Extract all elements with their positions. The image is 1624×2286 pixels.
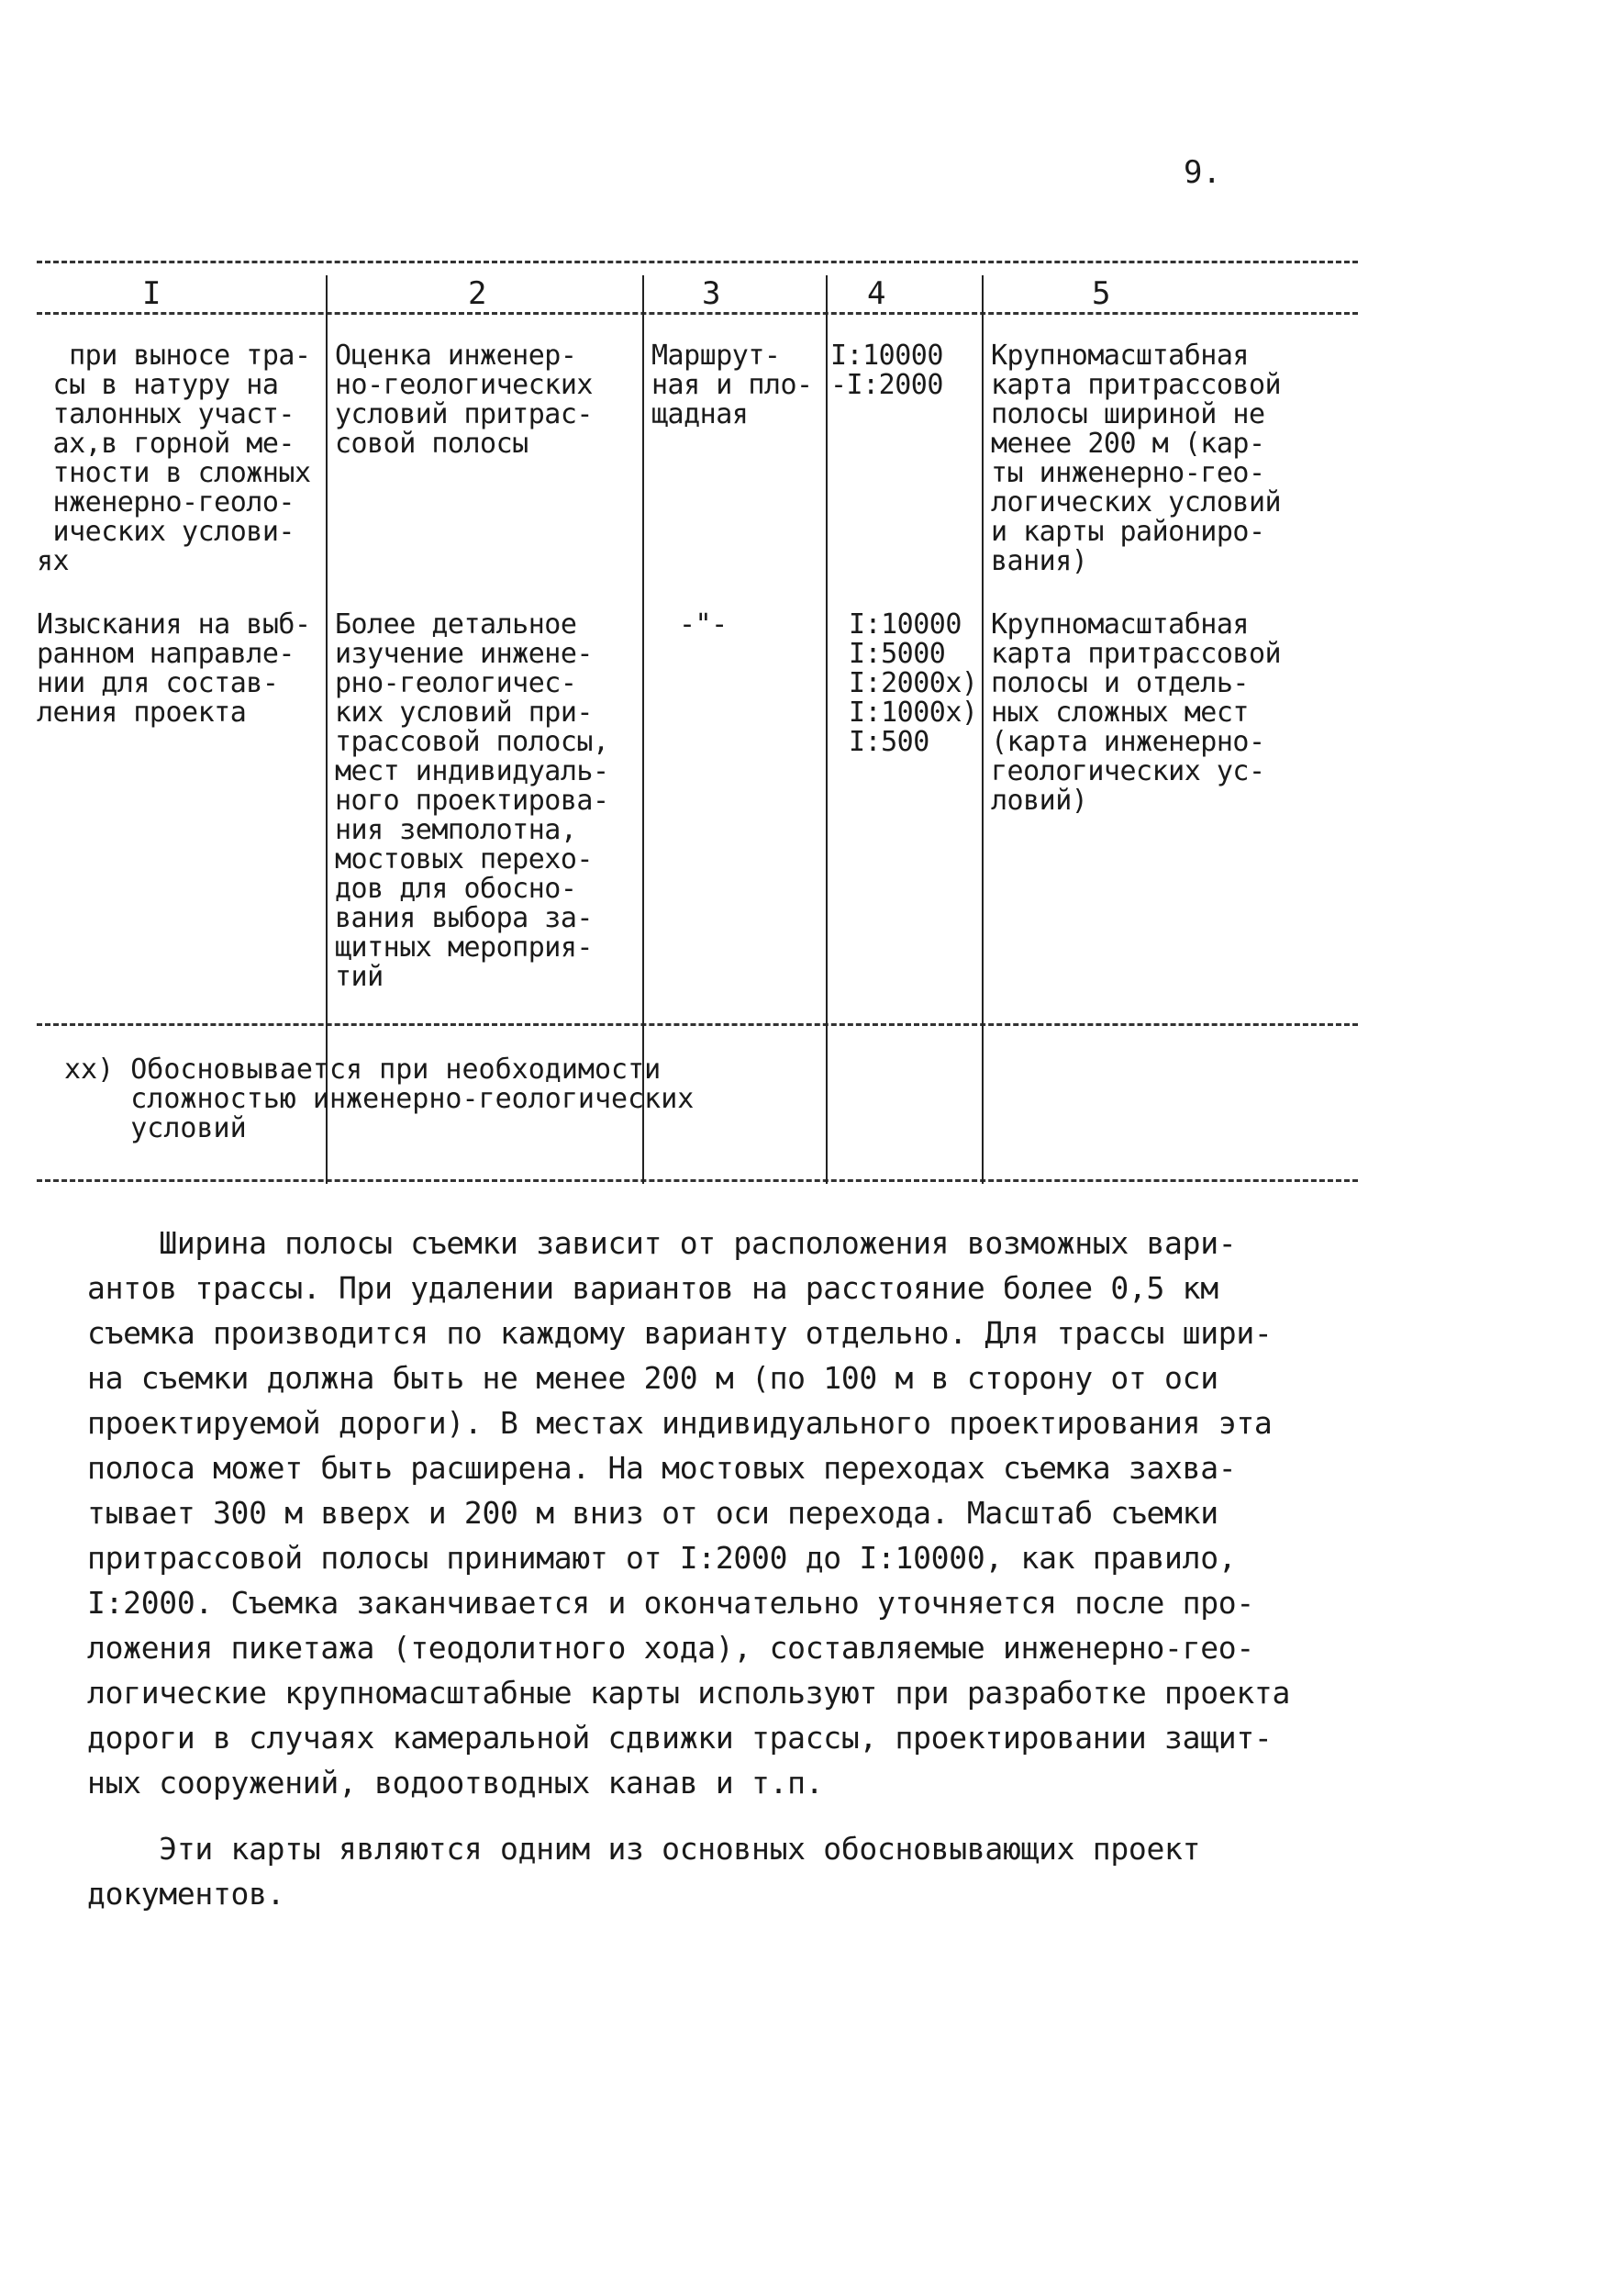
row2-method-cell: -"- <box>679 608 728 641</box>
column-number-5: 5 <box>1092 275 1111 312</box>
column-number-2: 2 <box>468 275 487 312</box>
table-body-end-rule <box>37 1023 1358 1026</box>
row1-stage-cell: при выносе тра- сы в натуру на талонных участ- ах,в горной ме- тности в сложных нженерно-геоло- ических услови- ях <box>37 340 311 577</box>
table-top-rule <box>37 261 1358 263</box>
page-number: 9. <box>1184 154 1221 191</box>
table-footnote: хх) Обосновывается при необходимости сложностью инженерно-геологических условий <box>64 1054 695 1144</box>
column-divider-2 <box>642 275 644 1184</box>
body-paragraph-1: Ширина полосы съемки зависит от расположения возможных вари- антов трассы. При удалении вариантов на расстояние более 0,5 км съемка производится по каждому варианту отдельно. Для трассы шири- на съемки должна быть не менее 200 м (по 100 м в сторону от оси проектируемой дороги). В местах индивидуального проектирования эта полоса может быть расширена. На мостовых переходах съемка захва- тывает 300 м вверх и 200 м вниз от оси перехода. Масштаб съемки притрассовой полосы принимают от I:2000 до I:10000, как правило, I:2000. Съемка заканчивается и окончательно уточняется после про- ложения пикетажа (теодолитного хода), составляемые инженерно-гео- логические крупномасштабные карты используют при разработке проекта дороги в случаях камеральной сдвижки трассы, проектировании защит- ных сооружений, водоотводных канав и т.п. <box>87 1225 1291 1801</box>
row2-result-cell: Крупномасштабная карта притрассовой полосы и отдель- ных сложных мест (карта инженерно- геологических ус- ловий) <box>991 608 1282 817</box>
row2-scale-cell: I:10000 I:5000 I:2000x) I:1000x) I:500 <box>849 608 978 758</box>
column-number-1: I <box>142 275 161 312</box>
column-divider-4 <box>982 275 984 1184</box>
row1-result-cell: Крупномасштабная карта притрассовой полосы шириной не менее 200 м (кар- ты инженерно-гео- логических условий и карты райониро- вания) <box>991 340 1282 577</box>
table-header-rule <box>37 312 1358 315</box>
row2-stage-cell: Изыскания на выб- ранном направле- нии для состав- ления проекта <box>37 608 311 729</box>
column-divider-1 <box>326 275 328 1184</box>
body-paragraph-2: Эти карты являются одним из основных обосновывающих проект документов. <box>87 1831 1201 1912</box>
row1-scale-cell: I:10000 -I:2000 <box>830 340 943 401</box>
row2-task-cell: Более детальное изучение инжене- рно-геологичес- ких условий при- трассовой полосы, мест индивидуаль- ного проектирова- ния земполотна, мостовых перехо- дов для обосно- вания выбора за- щитных мероприя- тий <box>335 608 609 993</box>
column-number-3: 3 <box>702 275 721 312</box>
column-number-4: 4 <box>867 275 886 312</box>
row1-task-cell: Оценка инженер- но-геологических условий притрас- совой полосы <box>335 340 593 460</box>
table-bottom-rule <box>37 1179 1358 1182</box>
survey-table <box>37 257 1358 1193</box>
row1-method-cell: Маршрут- ная и пло- щадная <box>651 340 813 430</box>
column-divider-3 <box>826 275 828 1184</box>
